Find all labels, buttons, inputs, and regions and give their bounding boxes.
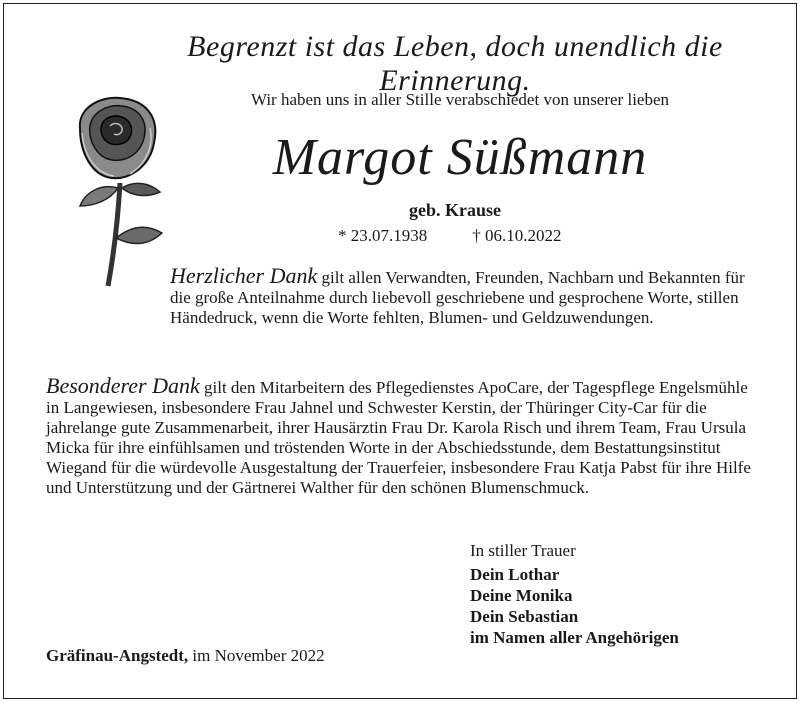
mourner: im Namen aller Angehörigen [470,628,679,647]
life-dates [338,226,562,246]
motto: Begrenzt ist das Leben, doch unendlich die Erinnerung. [187,30,723,97]
mourner: Dein Lothar [470,565,560,584]
mourner: Deine Monika [470,586,573,605]
intro-line: Wir haben uns in aller Stille verabschiedet von unserer lieben [250,90,670,109]
deceased-name: Margot Süßmann [272,129,648,186]
special-thanks-heading: Besonderer Dank [46,373,200,398]
general-thanks-heading: Herzlicher Dank [170,263,318,288]
mourner: Dein Sebastian [470,607,579,626]
mourners-names [470,564,679,648]
general-thanks-text: gilt allen Verwandten, Freunden, Nachbarn und Bekannten für die große Anteilnahme durch liebevoll geschriebene und gesprochene Worte, stillen Händedruck, wenn die Worte fehlten, Blumen- und Geldzuwendungen. [170,268,745,327]
mourners-block [470,540,679,648]
rose-icon [50,88,180,288]
death-date: † 06.10.2022 [472,226,562,245]
mourners-intro: In stiller Trauer [470,541,576,560]
place-location: Gräfinau-Angstedt, [46,646,189,665]
general-thanks [170,263,760,328]
place-month: im November 2022 [192,646,325,665]
birth-date: * 23.07.1938 [338,226,428,245]
place-date [46,646,325,666]
special-thanks [46,373,762,498]
special-thanks-text: gilt den Mitarbeitern des Pflegedienstes ApoCare, der Tagespflege Engelsmühle in Langewiesen, insbesondere Frau Jahnel und Schwester Kerstin, der Thüringer City-Car für die jahrelange gute Zusammenarbeit, ihrer Hausärztin Frau Dr. Karola Risch und ihrem Team, Frau Ursula Micka für ihre einfühlsamen und tröstenden Worte in der Abschiedsstunde, dem Bestattungsinstitut Wiegand für die würdevolle Ausgestaltung der Trauerfeier, insbesondere Frau Katja Pabst für ihre Hilfe und Unterstützung und der Gärtnerei Walther für den schönen Blumenschmuck. [46,378,751,497]
maiden-name: geb. Krause [409,200,501,220]
